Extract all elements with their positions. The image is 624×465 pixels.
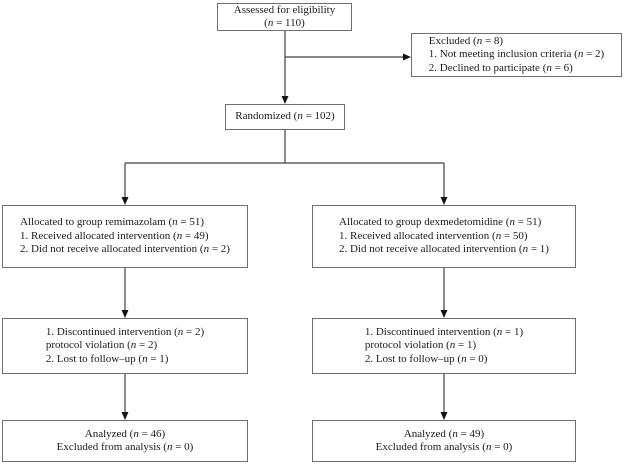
box-line: Allocated to group remimazolam (n = 51)	[20, 216, 205, 229]
allocation-remimazolam-box	[2, 205, 248, 268]
box-line: 1. Received allocated intervention (n = 49)	[20, 229, 209, 242]
box-line: Analyzed (n = 49)	[403, 427, 485, 440]
box-line: (n = 110)	[264, 17, 305, 29]
followup-remimazolam-box	[2, 318, 248, 374]
box-line: 2. Did not receive allocated intervention (n = 1)	[339, 243, 549, 256]
followup-dexmedetomidine-box	[312, 318, 576, 374]
excluded-box	[411, 33, 622, 77]
box-line: 2. Did not receive allocated intervention (n = 2)	[20, 243, 230, 256]
analyzed-dexmedetomidine-box	[312, 420, 576, 462]
box-line: Assessed for eligibility	[233, 3, 336, 16]
arrow-eligibility-to-excluded	[285, 54, 411, 61]
arrow-remimazolam-to-followup	[122, 268, 129, 318]
box-line: Randomized (n = 102)	[235, 110, 335, 123]
arrow-dexmedetomidine-to-followup	[441, 268, 448, 318]
arrow-eligibility-to-randomized	[282, 31, 289, 104]
box-line: Excluded from analysis (n = 0)	[56, 441, 194, 453]
box-line: 1. Discontinued intervention (n = 1)	[364, 325, 524, 338]
box-line: 2. Lost to follow–up (n = 1)	[45, 352, 169, 365]
box-line: 1. Not meeting inclusion criteria (n = 2)	[428, 48, 605, 61]
arrow-split-to-dexmedetomidine	[441, 163, 448, 205]
allocation-dexmedetomidine-box	[312, 205, 576, 268]
box-line: protocol violation (n = 1)	[364, 339, 477, 352]
box-line: 2. Lost to follow–up (n = 0)	[364, 352, 488, 365]
assessed-eligibility-box	[217, 3, 352, 31]
analyzed-remimazolam-box	[2, 420, 248, 462]
arrow-followup-to-analyzed-dexmedetomidine	[441, 374, 448, 420]
randomized-box	[225, 104, 345, 130]
box-line: Excluded (n = 8)	[428, 34, 504, 47]
box-line: Excluded from analysis (n = 0)	[375, 441, 513, 453]
box-line: Allocated to group dexmedetomidine (n = 51)	[339, 216, 542, 229]
box-line: Analyzed (n = 46)	[84, 427, 166, 440]
box-line: 1. Discontinued intervention (n = 2)	[45, 325, 205, 338]
box-line: 1. Received allocated intervention (n = 50)	[339, 229, 528, 242]
arrow-followup-to-analyzed-remimazolam	[122, 374, 129, 420]
box-line: protocol violation (n = 2)	[45, 339, 158, 352]
box-line: 2. Declined to participate (n = 6)	[428, 61, 573, 74]
arrow-split-to-remimazolam	[122, 163, 129, 205]
